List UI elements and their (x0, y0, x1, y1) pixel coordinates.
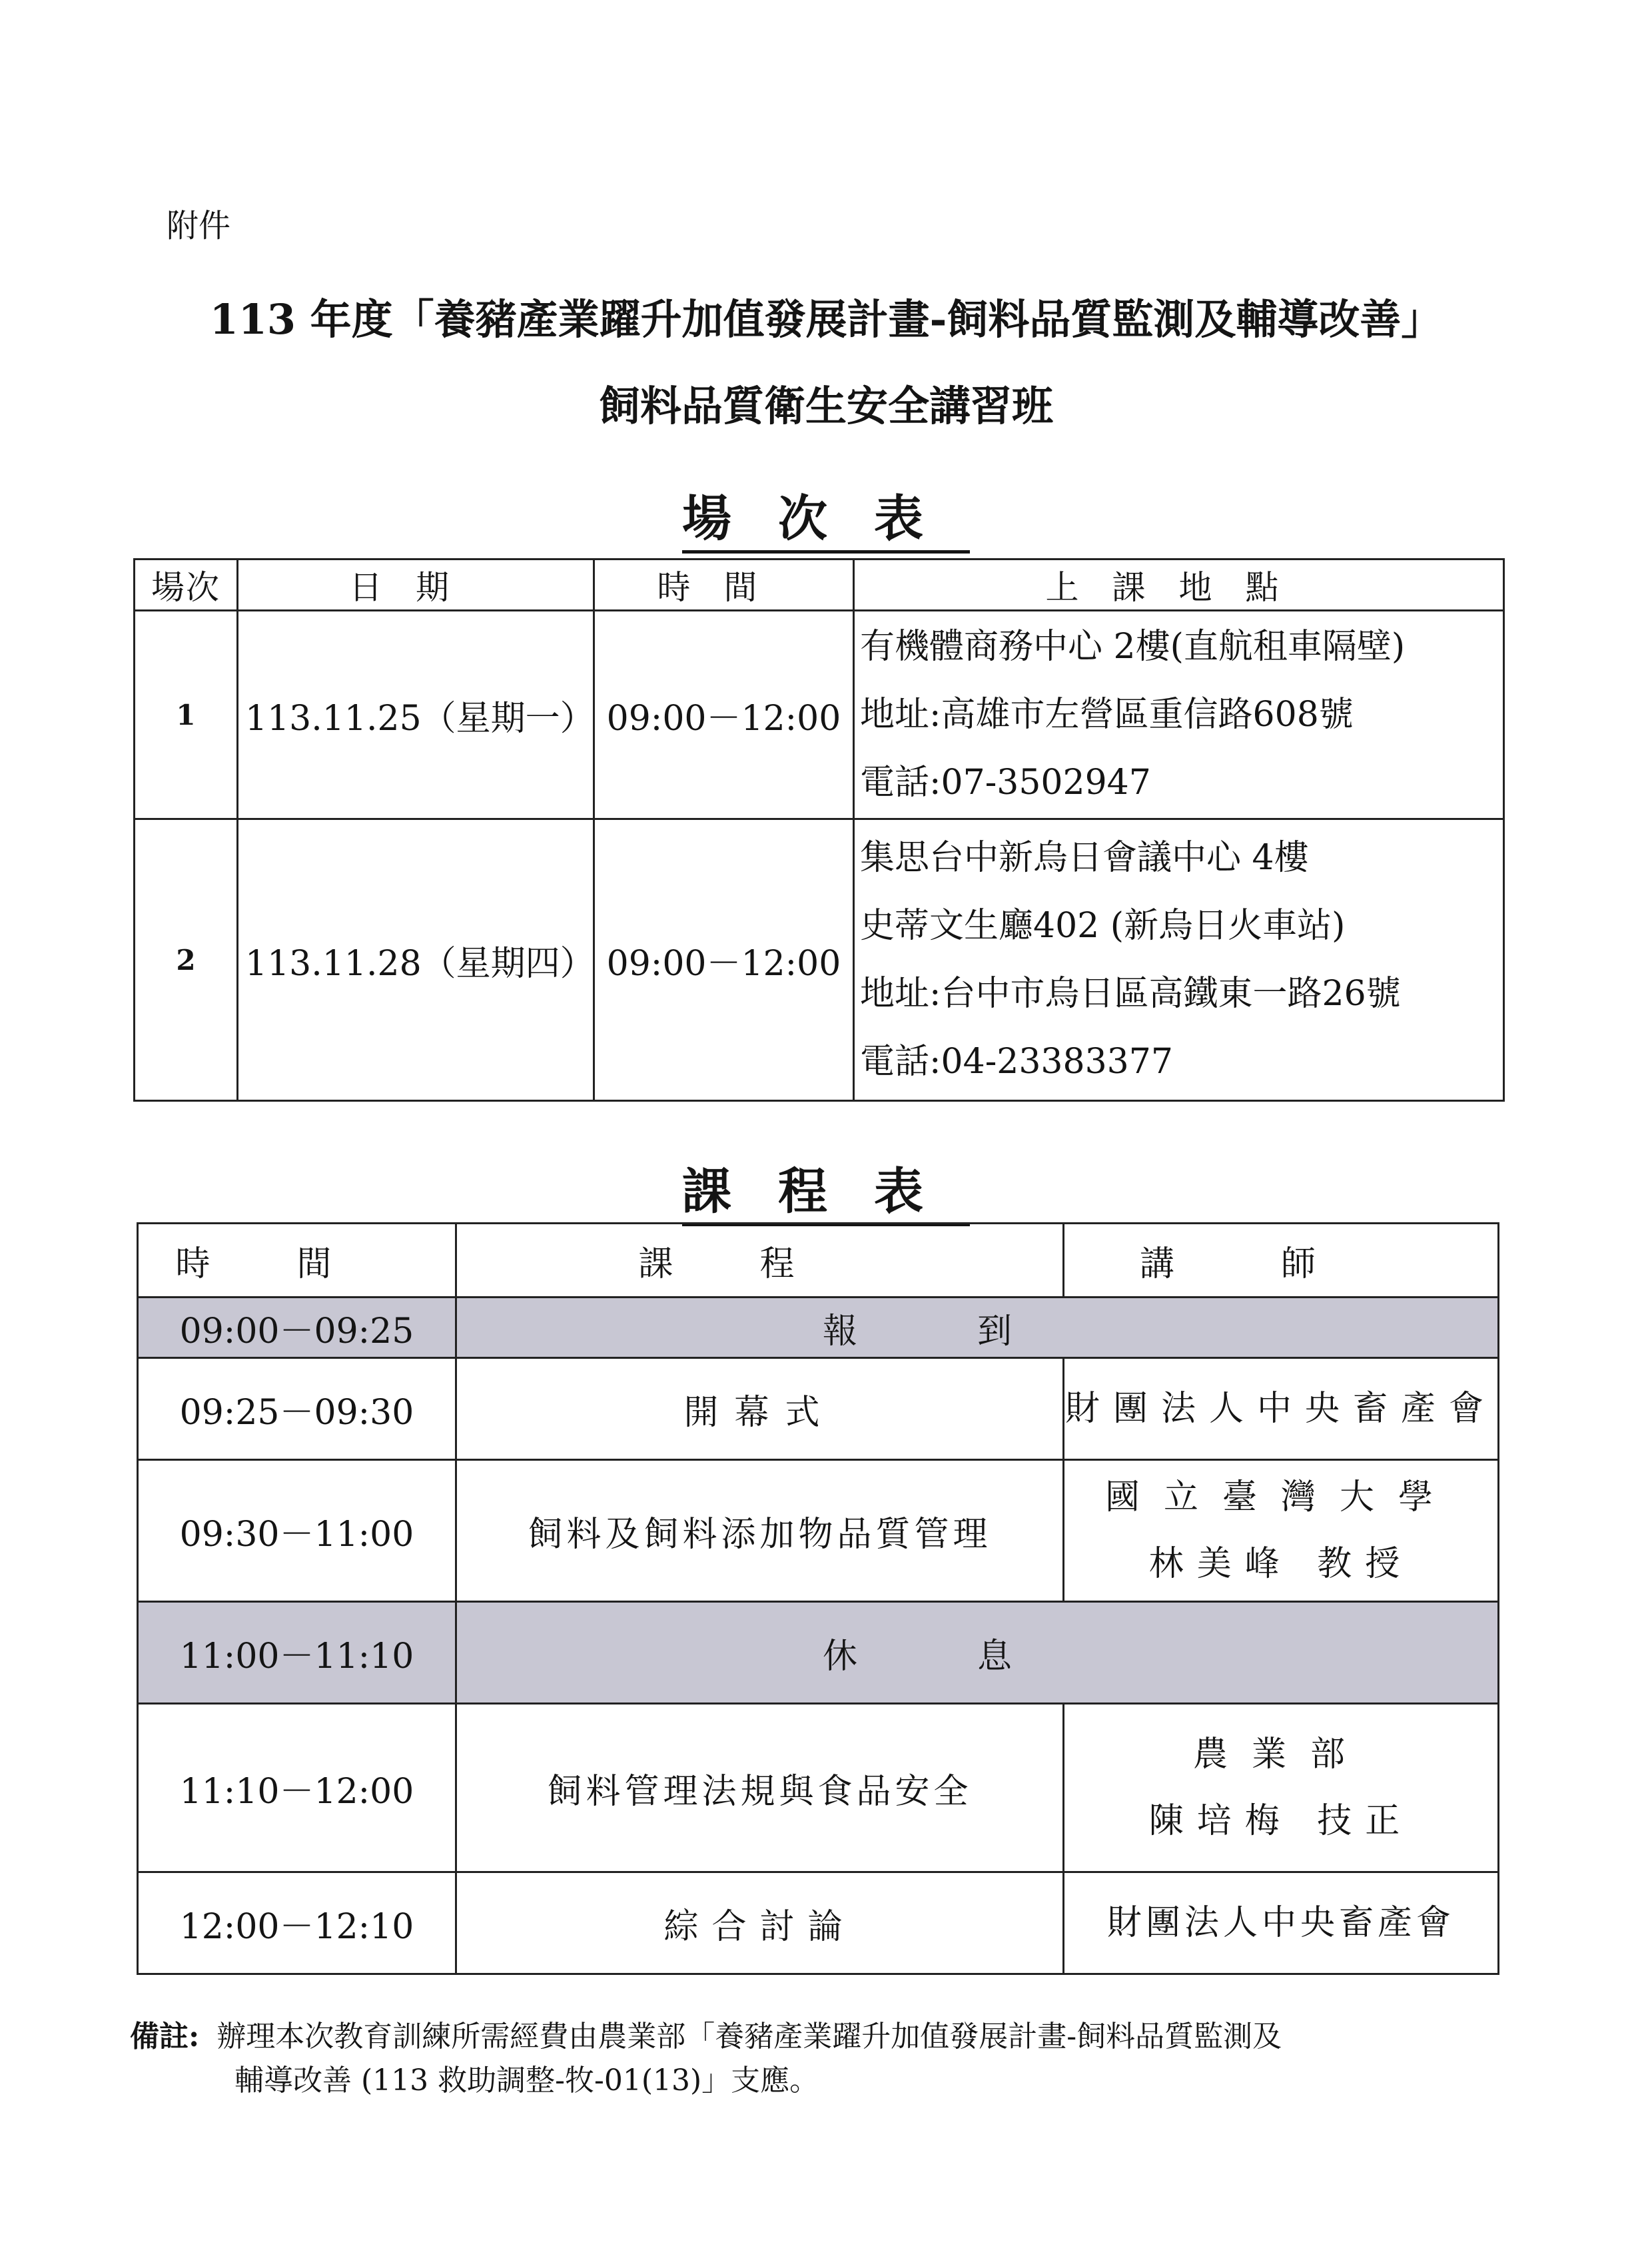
schedule-header-location: 上課地點 (854, 560, 1504, 611)
teacher-line: 林美峰 教授 (1148, 1544, 1414, 1584)
remarks-line: 輔導改善 (113 救助調整-牧-01(13)」支應。 (234, 2064, 819, 2097)
course-time: 09:30－11:00 (138, 1460, 456, 1602)
course-title: 綜合討論 (456, 1872, 1064, 1974)
course-time: 09:25－09:30 (138, 1358, 456, 1460)
course-heading: 課程表 (0, 1152, 1652, 1223)
location-line: 電話:04-23383377 (860, 1042, 1173, 1082)
remarks-line: 辦理本次教育訓練所需經費由農業部「養豬產業躍升加值發展計畫-飼料品質監測及 (216, 2020, 1282, 2054)
remarks-label: 備註: (130, 2020, 200, 2054)
course-row (138, 1460, 1499, 1602)
course-row (138, 1602, 1499, 1704)
location-line: 有機體商務中心 2樓(直航租車隔壁) (860, 627, 1406, 667)
session-time: 09:00－12:00 (594, 611, 854, 819)
schedule-header-time: 時間 (594, 560, 854, 611)
course-title: 飼料管理法規與食品安全 (456, 1704, 1064, 1872)
course-teacher (1064, 1358, 1499, 1460)
remarks (130, 2015, 1282, 2103)
attachment-label: 附件 (167, 207, 231, 244)
schedule-header-no: 場次 (135, 560, 238, 611)
location-line: 地址:高雄市左營區重信路608號 (860, 695, 1354, 735)
teacher-line: 財團法人中央畜產會 (1106, 1903, 1455, 1943)
course-title: 飼料及飼料添加物品質管理 (456, 1460, 1064, 1602)
course-title: 開幕式 (456, 1358, 1064, 1460)
course-time: 12:00－12:10 (138, 1872, 456, 1974)
schedule-row (135, 819, 1504, 1101)
course-row (138, 1704, 1499, 1872)
session-location (854, 819, 1504, 1101)
session-number: 1 (135, 611, 238, 819)
location-line: 地址:台中市烏日區高鐵東一路26號 (860, 974, 1401, 1014)
session-date: 113.11.28（星期四） (238, 819, 594, 1101)
course-teacher (1064, 1460, 1499, 1602)
session-time: 09:00－12:00 (594, 819, 854, 1101)
location-line: 電話:07-3502947 (860, 763, 1151, 803)
schedule-heading: 場次表 (0, 480, 1652, 550)
document-title: 113 年度「養豬產業躍升加值發展計畫-飼料品質監測及輔導改善」 (209, 295, 1443, 344)
course-span-label: 休息 (456, 1602, 1499, 1704)
course-time: 09:00－09:25 (138, 1298, 456, 1358)
course-header-row (138, 1224, 1499, 1298)
course-span-label: 報到 (456, 1298, 1499, 1358)
course-header-teacher: 講師 (1064, 1224, 1499, 1298)
course-time: 11:10－12:00 (138, 1704, 456, 1872)
course-teacher (1064, 1872, 1499, 1974)
location-line: 集思台中新烏日會議中心 4樓 (860, 838, 1309, 878)
session-number: 2 (135, 819, 238, 1101)
session-location (854, 611, 1504, 819)
course-teacher (1064, 1704, 1499, 1872)
document-subtitle: 飼料品質衛生安全講習班 (598, 382, 1053, 430)
course-row (138, 1872, 1499, 1974)
schedule-row (135, 611, 1504, 819)
teacher-line: 國立臺灣大學 (1104, 1477, 1457, 1517)
teacher-line: 農業部 (1192, 1734, 1369, 1774)
course-header-time: 時間 (138, 1224, 456, 1298)
session-date: 113.11.25（星期一） (238, 611, 594, 819)
location-line: 史蒂文生廳402 (新烏日火車站) (860, 906, 1346, 946)
course-time: 11:00－11:10 (138, 1602, 456, 1704)
schedule-header-row (135, 560, 1504, 611)
schedule-header-date: 日期 (238, 560, 594, 611)
course-row (138, 1358, 1499, 1460)
schedule-table (133, 558, 1505, 1102)
course-table (137, 1222, 1499, 1975)
teacher-line: 陳培梅 技正 (1148, 1801, 1414, 1841)
teacher-line: 財團法人中央畜產會 (1064, 1389, 1497, 1429)
course-row (138, 1298, 1499, 1358)
course-header-course: 課程 (456, 1224, 1064, 1298)
